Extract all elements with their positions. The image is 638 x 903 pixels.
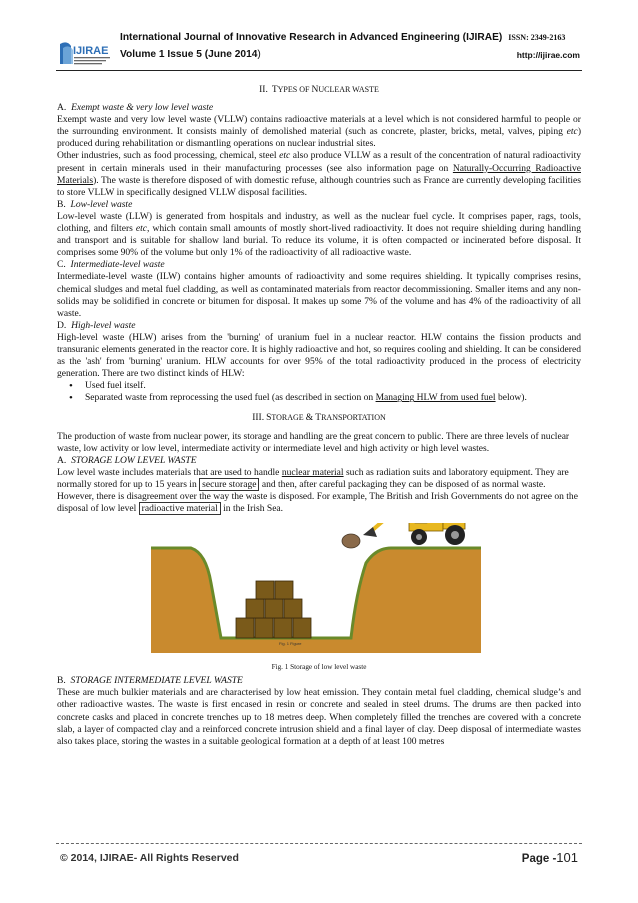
- footer-copyright: © 2014, IJIRAE- All Rights Reserved: [60, 852, 239, 864]
- journal-logo: [57, 38, 113, 68]
- drum-stack: [236, 581, 311, 638]
- link-managing-hlw[interactable]: Managing HLW from used fuel: [375, 392, 496, 404]
- paragraph-ilw: Intermediate-level waste (ILW) contains higher amounts of radioactivity and some requires shielding. It typically comprises resins, chemical sludges and metal fuel cladding, as well as contaminated materials from reactor decommissioning. Smaller items and any non-solids may be solidified in concrete or bitumen for disposal. It makes up some 7% of the volume and has 4% of the radioactivity of all waste.: [57, 271, 581, 319]
- journal-url[interactable]: http://ijirae.com: [516, 50, 580, 60]
- hlw-bullet-list: [57, 380, 581, 404]
- section-heading-types: II. TYPES OF NUCLEAR WASTE: [259, 85, 379, 95]
- paragraph-low-level-storage: Low level waste includes materials that are used to handle nuclear material such as radiation suits and laboratory equipment. They are normally stored for up to 15 years in secure storage and then, after careful packaging they can be disposed of as normal waste.: [57, 466, 569, 490]
- storage-illustration: [151, 523, 481, 653]
- journal-title: International Journal of Innovative Research in Advanced Engineering (IJIRAE) ISSN: 2349-2163: [120, 32, 566, 43]
- figure-1: [57, 521, 581, 659]
- link-secure-storage[interactable]: secure storage: [199, 478, 259, 491]
- paragraph-disagreement: However, there is disagreement over the way the waste is disposed. For example, The British and Irish Governments do not agree on the disposal of low level radioactive material in the Irish Sea.: [57, 491, 578, 515]
- section-heading-storage: III. STORAGE & TRANSPORTATION: [252, 413, 386, 424]
- issn: ISSN: 2349-2163: [508, 33, 566, 42]
- paragraph-intermediate-storage: These are much bulkier materials and are characterised by low heat emission. They contain metal fuel cladding, chemical sludge’s and other radioactive wastes. The waste is first encased in resin or concrete and sealed in steel drums. The drums are then packed into concrete casks and placed in concrete trenches up to 18 metres deep. When completely filled the trenches are covered with a concrete slab, a layer of compacted clay and a reinforced concrete intrusion shield and a final layer of clay. Deep disposal of intermediate wastes also takes place, storing the wastes in a suitable geological formation at a depth of at least 100 metres: [57, 687, 581, 747]
- paragraph-vllw-2: Other industries, such as food processing, chemical, steel etc also produce VLLW as a result of the concentration of natural radioactivity present in certain minerals used in their manufacturing processes (see also information page on Naturally-Occurring Radioactive Materials). The waste is therefore disposed of with domestic refuse, although countries such as France are currently developing facilities to store VLLW in specifically designed VLLW disposal facilities.: [57, 150, 582, 198]
- list-item: • Separated waste from reprocessing the used fuel (as described in section on Managing HLW from used fuel below).: [85, 392, 581, 404]
- header-divider: [56, 70, 582, 71]
- subsection-3b-title: B. STORAGE INTERMEDIATE LEVEL WASTE: [57, 675, 243, 687]
- link-radioactive-material[interactable]: radioactive material: [139, 502, 221, 515]
- journal-volume: Volume 1 Issue 5 (June 2014): [120, 49, 261, 60]
- svg-text:Fig. 1 Figure: Fig. 1 Figure: [279, 641, 302, 647]
- link-norm[interactable]: Naturally-Occurring Radioactive Materials: [57, 162, 581, 186]
- article-body: [57, 84, 581, 748]
- subsection-a-title: A. Exempt waste & very low level waste: [57, 102, 214, 114]
- paragraph-hlw: High-level waste (HLW) arises from the 'burning' of uranium fuel in a nuclear reactor. HLW contains the fission products and transuranic elements generated in the reactor core. It is highly radioactive and hot, so requires cooling and shielding. It can be considered as the 'ash' from 'burning' uranium. HLW accounts for over 95% of the total radioactivity produced in the process of electricity generation. There are two distinct kinds of HLW:: [57, 331, 581, 380]
- list-item: • Used fuel itself.: [85, 380, 581, 392]
- svg-text:IJIRAE: IJIRAE: [73, 45, 109, 57]
- subsection-c-title: C. Intermediate-level waste: [57, 259, 165, 271]
- paragraph-vllw: Exempt waste and very low level waste (VLLW) contains radioactive materials at a level which is not considered harmful to people or the surrounding environment. It consists mainly of demolished material (such as concrete, plaster, bricks, metal, valves, piping etc) produced during rehabilitation or dismantling operations on nuclear industrial sites.: [57, 114, 581, 150]
- paragraph-llw: Low-level waste (LLW) is generated from hospitals and industry, as well as the nuclear fuel cycle. It comprises paper, rags, tools, clothing, and filters etc, which contain small amounts of mostly short-lived radioactivity. It does not require shielding during handling and transport and is suitable for shallow land burial. To reduce its volume, it is often compacted or incinerated before disposal. It comprises some 90% of the volume but only 1% of the radioactivity of all radioactive waste.: [57, 210, 581, 259]
- footer-divider: [56, 843, 582, 844]
- subsection-b-title: B. Low-level waste: [57, 198, 133, 210]
- footer-page-number: Page -101: [521, 850, 578, 865]
- subsection-3a-title: A. STORAGE LOW LEVEL WASTE: [57, 454, 197, 466]
- link-nuclear-material[interactable]: nuclear material: [281, 466, 344, 478]
- paragraph-storage-intro: The production of waste from nuclear power, its storage and handling are the great concern to public. There are three levels of nuclear waste, low activity or low level, intermediate activity or intermediate level and high activity or high level wastes.: [57, 430, 570, 454]
- subsection-d-title: D. High-level waste: [57, 319, 136, 331]
- figure-1-caption: Fig. 1 Storage of low level waste: [271, 663, 367, 672]
